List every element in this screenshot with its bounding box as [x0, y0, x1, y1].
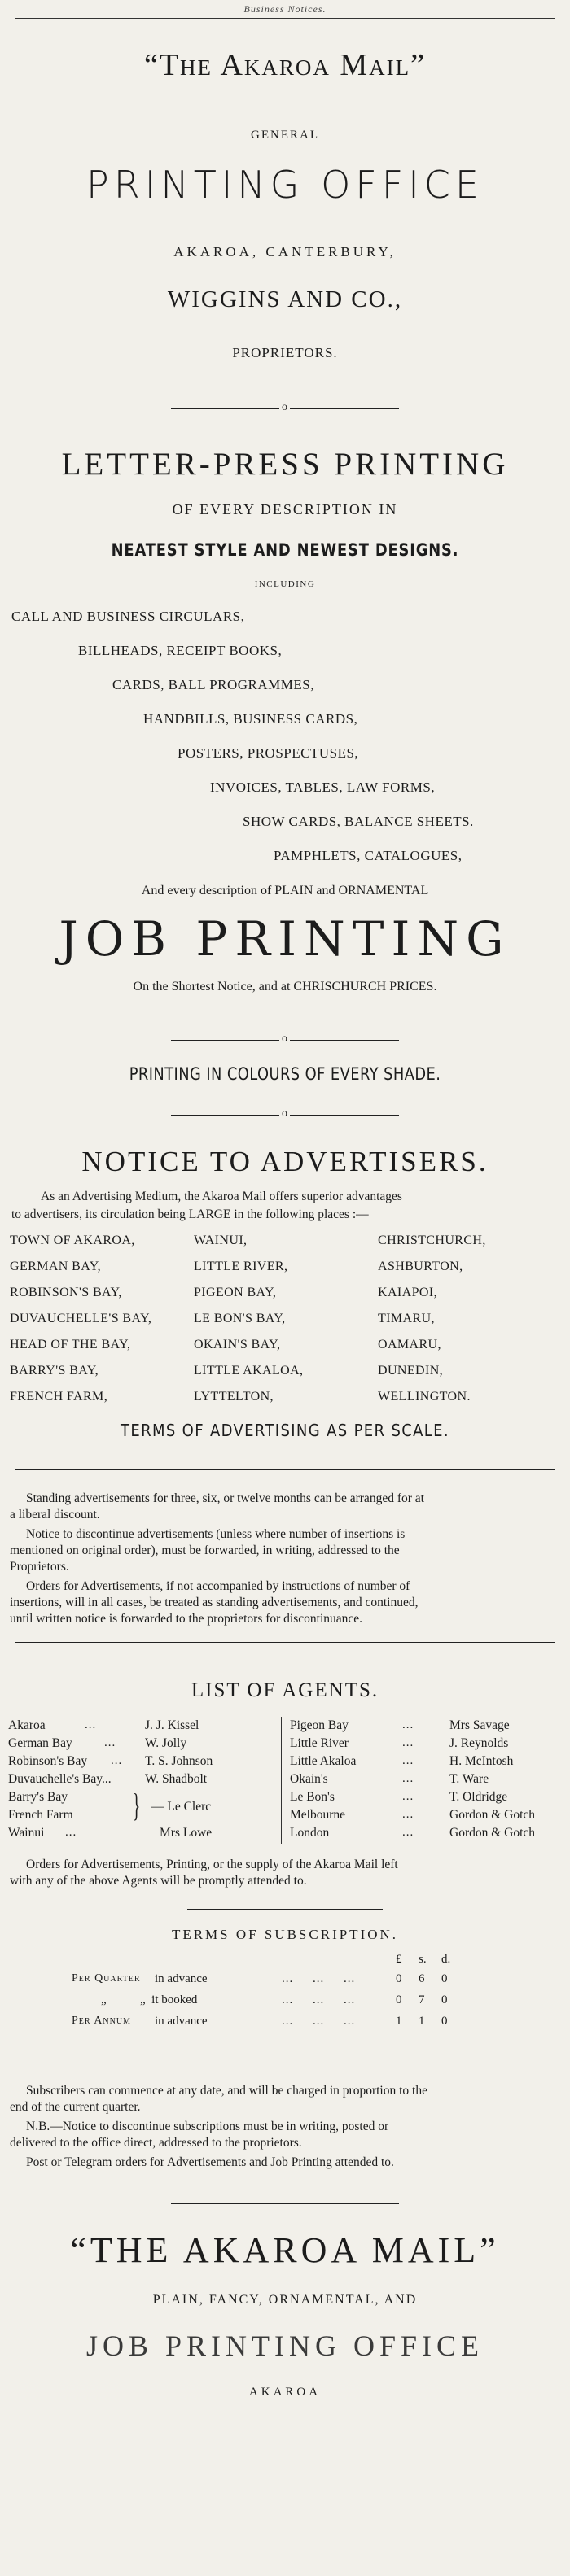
agent-name: Mrs Savage: [449, 1718, 510, 1732]
agent-name: Gordon & Gotch: [449, 1826, 536, 1840]
agent-place: Akaroa: [8, 1718, 46, 1732]
subscription-value: 0: [441, 1972, 448, 1985]
agent-name: — Le Clerc: [151, 1800, 212, 1814]
place-cell: WELLINGTON.: [378, 1390, 471, 1404]
agent-dots: ...: [111, 1754, 123, 1767]
currency-header: £: [396, 1953, 402, 1966]
agents-column-divider: [281, 1717, 282, 1844]
section-label: Business Notices.: [243, 3, 327, 15]
agent-name: H. McIntosh: [449, 1754, 514, 1768]
notice-para: Orders for Advertisements, if not accompanied by instructions of number of: [26, 1579, 410, 1593]
agent-place: Robinson's Bay: [8, 1754, 88, 1768]
subscription-value: 0: [396, 1993, 402, 2006]
subscription-label: in advance: [155, 2015, 208, 2028]
printing-office-title: PRINTING OFFICE: [86, 163, 484, 207]
list-item: CARDS, BALL PROGRAMMES,: [112, 677, 314, 692]
subscription-label: „: [101, 1993, 107, 2006]
masthead-title: “The Akaroa Mail”: [143, 48, 427, 82]
place-cell: WAINUI,: [194, 1233, 248, 1247]
agent-place: German Bay: [8, 1736, 72, 1750]
colours-line: PRINTING IN COLOURS OF EVERY SHADE.: [129, 1064, 441, 1084]
proprietors-label: PROPRIETORS.: [232, 345, 338, 360]
section-rule: [15, 1642, 555, 1643]
notice-para: insertions, will in all cases, be treated as standing advertisements, and continued,: [10, 1596, 419, 1609]
divider-ornament: o: [279, 402, 290, 413]
subscription-para: delivered to the office direct, addressed to the proprietors.: [10, 2136, 302, 2150]
style-label: NEATEST STYLE AND NEWEST DESIGNS.: [111, 540, 459, 560]
place-cell: HEAD OF THE BAY,: [10, 1338, 131, 1351]
subscription-value: 0: [396, 1972, 402, 1985]
place-cell: CHRISTCHURCH,: [378, 1233, 486, 1247]
subscription-para: Subscribers can commence at any date, and will be charged in proportion to the: [26, 2084, 428, 2098]
currency-header: s.: [419, 1953, 427, 1966]
place-cell: GERMAN BAY,: [10, 1260, 101, 1273]
agent-name: T. S. Johnson: [145, 1754, 213, 1768]
agents-title: LIST OF AGENTS.: [191, 1679, 379, 1701]
agent-dots: ...: [85, 1718, 97, 1731]
agent-name: T. Oldridge: [449, 1790, 508, 1804]
subscription-value: 0: [441, 1993, 448, 2006]
footer-office: JOB PRINTING OFFICE: [86, 2329, 484, 2362]
notice-para: Standing advertisements for three, six, or twelve months can be arranged for at: [26, 1491, 424, 1505]
notice-para: Notice to discontinue advertisements (unless where number of insertions is: [26, 1527, 406, 1541]
subscription-title: TERMS OF SUBSCRIPTION.: [171, 1927, 399, 1942]
place-cell: OAMARU,: [378, 1338, 441, 1351]
agent-dots: ...: [402, 1826, 414, 1839]
place-cell: TIMARU,: [378, 1312, 435, 1325]
place-cell: LYTTELTON,: [194, 1390, 274, 1404]
location-label: AKAROA, CANTERBURY,: [173, 244, 397, 260]
subscription-value: 1: [419, 2015, 425, 2028]
divider-4: [187, 1909, 383, 1910]
notice-intro: to advertisers, its circulation being LARGE in the following places :—: [11, 1207, 369, 1221]
agent-name: Gordon & Gotch: [449, 1808, 536, 1822]
agent-name: J. J. Kissel: [145, 1718, 200, 1732]
job-printing-title: JOB PRINTING: [59, 911, 511, 967]
subscription-dots: ... ... ...: [282, 2015, 356, 2028]
notice-para: mentioned on original order), must be forwarded, in writing, addressed to the: [10, 1543, 400, 1557]
footer-town: AKAROA: [248, 2386, 322, 2399]
notice-para: until written notice is forwarded to the proprietors for discontinuance.: [10, 1612, 363, 1626]
divider-5: [171, 2203, 399, 2204]
agent-dots: ...: [402, 1790, 414, 1803]
subscription-para: N.B.—Notice to discontinue subscriptions must be in writing, posted or: [26, 2120, 389, 2133]
footer-subtitle: PLAIN, FANCY, ORNAMENTAL, AND: [152, 2293, 418, 2307]
agent-dots: ...: [402, 1718, 414, 1731]
place-cell: ASHBURTON,: [378, 1260, 463, 1273]
place-cell: LITTLE AKALOA,: [194, 1364, 304, 1378]
subscription-value: 7: [419, 1993, 425, 2006]
subscription-value: 0: [441, 2015, 448, 2028]
agent-dots: ...: [104, 1736, 116, 1749]
subscription-para: end of the current quarter.: [10, 2100, 141, 2114]
agent-name: T. Ware: [449, 1772, 489, 1786]
list-item: CALL AND BUSINESS CIRCULARS,: [11, 609, 245, 624]
every-description-label: OF EVERY DESCRIPTION IN: [172, 501, 398, 517]
notice-para: a liberal discount.: [10, 1508, 100, 1522]
agent-dots: ...: [402, 1772, 414, 1785]
agent-place: Duvauchelle's Bay...: [8, 1772, 112, 1786]
company-name: WIGGINS AND CO.,: [167, 286, 403, 312]
including-label: INCLUDING: [254, 579, 316, 589]
subscription-label: Per Quarter: [72, 1972, 141, 1984]
subscription-dots: ... ... ...: [282, 1993, 356, 2006]
letterpress-title: LETTER-PRESS PRINTING: [61, 447, 509, 482]
list-item: HANDBILLS, BUSINESS CARDS,: [143, 711, 358, 727]
agent-place: Melbourne: [290, 1808, 346, 1822]
agent-name: Mrs Lowe: [160, 1826, 213, 1840]
section-rule: [15, 1469, 555, 1470]
place-cell: DUNEDIN,: [378, 1364, 444, 1378]
agents-orders-line: with any of the above Agents will be promptly attended to.: [10, 1874, 307, 1888]
place-cell: TOWN OF AKAROA,: [10, 1233, 135, 1247]
place-cell: FRENCH FARM,: [10, 1390, 108, 1404]
place-cell: ROBINSON'S BAY,: [10, 1286, 122, 1299]
agent-place: Le Bon's: [290, 1790, 335, 1804]
list-item: SHOW CARDS, BALANCE SHEETS.: [243, 814, 474, 829]
agent-place: Little River: [290, 1736, 349, 1750]
place-cell: LITTLE RIVER,: [194, 1260, 288, 1273]
notice-title: NOTICE TO ADVERTISERS.: [81, 1146, 489, 1177]
place-cell: LE BON'S BAY,: [194, 1312, 286, 1325]
agent-place: Pigeon Bay: [290, 1718, 349, 1732]
place-cell: KAIAPOI,: [378, 1286, 437, 1299]
subscription-label: in advance: [155, 1972, 208, 1985]
every-description-line: And every description of PLAIN and ORNAMENTAL: [141, 884, 429, 897]
brace-glyph: }: [132, 1787, 141, 1823]
agent-dots: ...: [65, 1826, 77, 1839]
footer-masthead: “THE AKAROA MAIL”: [70, 2230, 500, 2270]
subscription-label: „ it booked: [140, 1993, 198, 2006]
shortest-notice-line: On the Shortest Notice, and at CHRISCHURCH PRICES.: [133, 980, 437, 993]
agent-dots: ...: [402, 1736, 414, 1749]
list-item: BILLHEADS, RECEIPT BOOKS,: [78, 643, 283, 658]
agent-name: W. Jolly: [145, 1736, 187, 1750]
top-rule: [15, 18, 555, 19]
notice-intro: As an Advertising Medium, the Akaroa Mail offers superior advantages: [41, 1190, 402, 1203]
agent-dots: ...: [402, 1754, 414, 1767]
notice-para: Proprietors.: [10, 1560, 69, 1574]
divider-ornament: o: [279, 1108, 290, 1120]
agent-place: Okain's: [290, 1772, 328, 1786]
agent-place: Little Akaloa: [290, 1754, 357, 1768]
agent-name: J. Reynolds: [449, 1736, 509, 1750]
list-item: INVOICES, TABLES, LAW FORMS,: [210, 779, 436, 795]
subscription-dots: ... ... ...: [282, 1972, 356, 1985]
place-cell: PIGEON BAY,: [194, 1286, 277, 1299]
place-cell: OKAIN'S BAY,: [194, 1338, 281, 1351]
agent-place: London: [290, 1826, 330, 1840]
currency-header: d.: [441, 1953, 451, 1966]
subscription-value: 6: [419, 1972, 425, 1985]
agent-name: W. Shadbolt: [145, 1772, 208, 1786]
general-label: GENERAL: [251, 129, 319, 142]
list-item: PAMPHLETS, CATALOGUES,: [274, 848, 463, 863]
divider-ornament: o: [279, 1033, 290, 1045]
agent-dots: ...: [402, 1808, 414, 1821]
agent-place: Barry's Bay: [8, 1790, 68, 1804]
agent-place: French Farm: [8, 1808, 73, 1822]
place-cell: DUVAUCHELLE'S BAY,: [10, 1312, 152, 1325]
subscription-para: Post or Telegram orders for Advertisements and Job Printing attended to.: [26, 2155, 394, 2169]
subscription-label: Per Annum: [72, 2015, 131, 2027]
agents-orders-line: Orders for Advertisements, Printing, or the supply of the Akaroa Mail left: [26, 1858, 398, 1871]
agent-place: Wainui: [8, 1826, 45, 1840]
list-item: POSTERS, PROSPECTUSES,: [178, 745, 359, 761]
terms-line: TERMS OF ADVERTISING AS PER SCALE.: [121, 1421, 449, 1440]
place-cell: BARRY'S BAY,: [10, 1364, 99, 1378]
subscription-value: 1: [396, 2015, 402, 2028]
